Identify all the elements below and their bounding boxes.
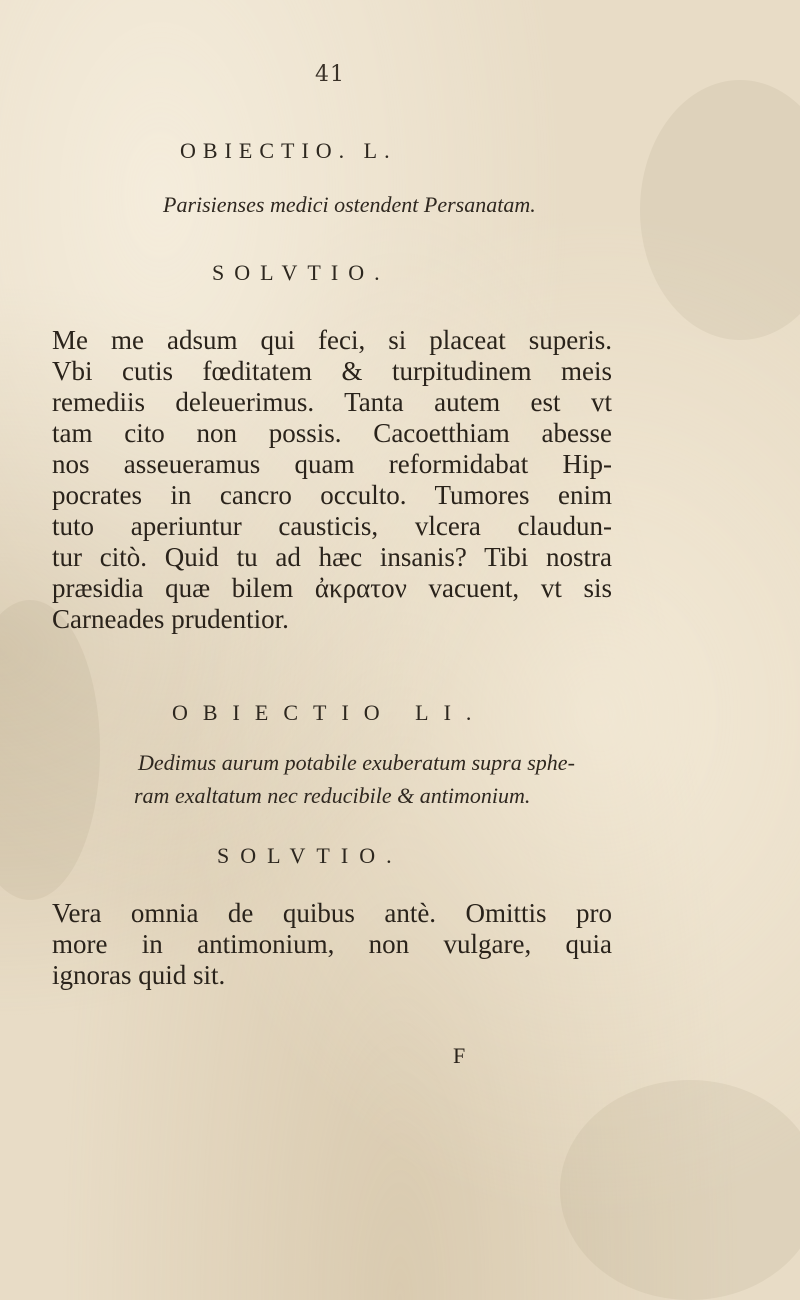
text-line: Carneades prudentior. xyxy=(52,604,289,634)
objection-heading: OBIECTIO. L. xyxy=(180,138,397,163)
text-line: Me me adsum qui feci, si placeat superis. xyxy=(52,325,612,355)
solution-paragraph xyxy=(52,898,612,991)
paper-stain xyxy=(640,80,800,340)
text-line: Vbi cutis fœditatem & turpitudinem meis xyxy=(52,356,612,386)
solution-paragraph xyxy=(52,325,612,635)
text-line: remediis deleuerimus. Tanta autem est vt xyxy=(52,387,612,417)
page-number: 41 xyxy=(315,62,345,87)
objection-text: Parisienses medici ostendent Persanatam. xyxy=(163,192,536,217)
solution-heading: SOLVTIO. xyxy=(212,260,390,285)
text-line: nos asseueramus quam reformidabat Hip- xyxy=(52,449,612,479)
text-line: Vera omnia de quibus antè. Omittis pro xyxy=(52,898,612,928)
text-line: tuto aperiuntur causticis, vlcera claudun- xyxy=(52,511,612,541)
paper-stain xyxy=(0,600,100,900)
objection-text: Dedimus aurum potabile exuberatum supra sphe- xyxy=(138,750,575,775)
solution-heading: SOLVTIO. xyxy=(217,843,403,868)
text-line: præsidia quæ bilem ἀκρατον vacuent, vt sis xyxy=(52,573,612,603)
objection-text: ram exaltatum nec reducibile & antimonium. xyxy=(134,783,531,808)
text-line: tur citò. Quid tu ad hæc insanis? Tibi nostra xyxy=(52,542,612,572)
objection-heading: OBIECTIO LI. xyxy=(172,700,487,725)
paper-stain xyxy=(560,1080,800,1300)
text-line: more in antimonium, non vulgare, quia xyxy=(52,929,612,959)
text-line: pocrates in cancro occulto. Tumores enim xyxy=(52,480,612,510)
text-line: ignoras quid sit. xyxy=(52,960,226,990)
text-line: tam cito non possis. Cacoetthiam abesse xyxy=(52,418,612,448)
catchword: F xyxy=(453,1043,466,1068)
